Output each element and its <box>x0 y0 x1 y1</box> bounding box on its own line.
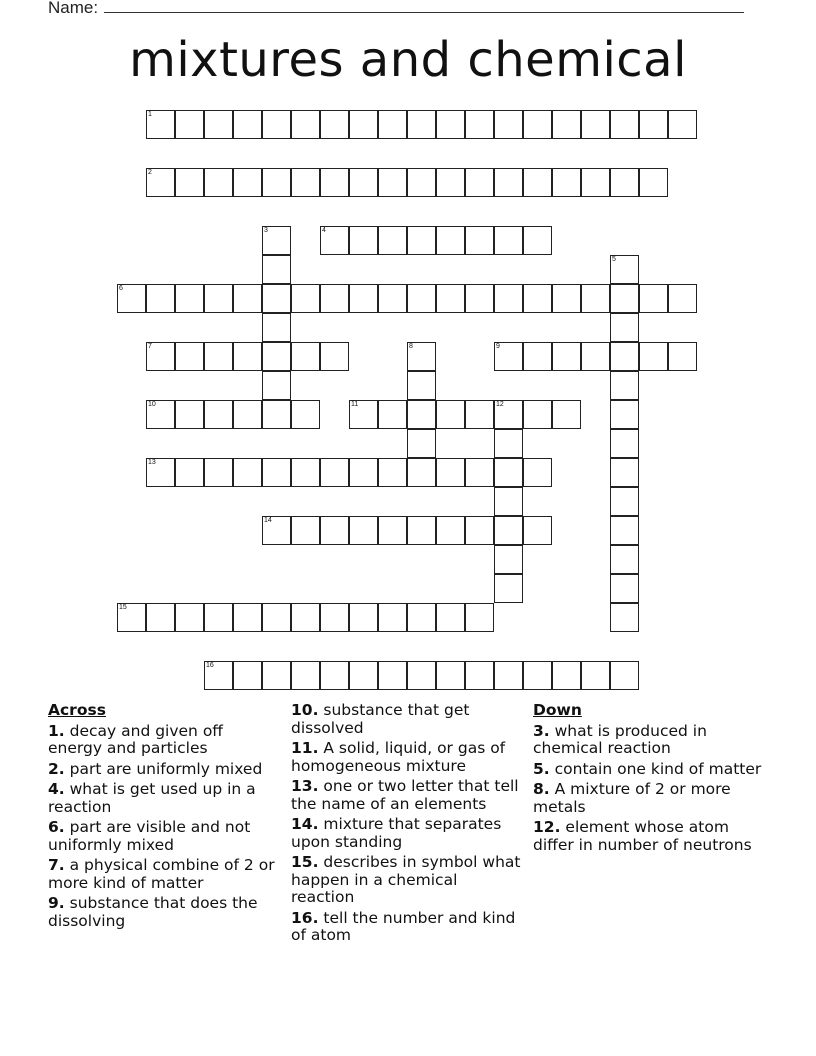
grid-cell[interactable] <box>610 516 639 545</box>
grid-cell[interactable] <box>494 458 523 487</box>
grid-cell[interactable] <box>378 458 407 487</box>
clue-text: part are uniformly mixed <box>69 759 263 778</box>
grid-cell[interactable] <box>610 574 639 603</box>
grid-cell[interactable] <box>204 603 233 632</box>
grid-cell[interactable] <box>610 313 639 342</box>
grid-cell[interactable] <box>494 226 523 255</box>
grid-cell[interactable] <box>581 284 610 313</box>
grid-cell[interactable] <box>581 168 610 197</box>
clue-text: A solid, liquid, or gas of homogeneous mixture <box>291 739 506 775</box>
grid-cell[interactable] <box>204 168 233 197</box>
grid-cell[interactable] <box>610 429 639 458</box>
grid-cell[interactable] <box>320 110 349 139</box>
clue-across_col2-5 <box>291 910 521 945</box>
grid-cell[interactable] <box>668 342 697 371</box>
clue-text: element whose atom differ in number of neutrons <box>533 818 752 854</box>
clue-text: a physical combine of 2 or more kind of matter <box>48 856 275 892</box>
grid-cell[interactable] <box>262 661 291 690</box>
grid-cell[interactable] <box>494 661 523 690</box>
clue-across_col1-3 <box>48 819 278 854</box>
grid-cell[interactable] <box>175 284 204 313</box>
grid-cell[interactable] <box>523 168 552 197</box>
clues-across-column-1 <box>48 702 278 933</box>
clue-number: 3. <box>533 721 550 740</box>
name-field <box>48 0 744 18</box>
grid-cell[interactable] <box>610 400 639 429</box>
grid-cell[interactable] <box>668 284 697 313</box>
grid-cell[interactable] <box>581 110 610 139</box>
grid-cell[interactable] <box>407 342 436 371</box>
grid-cell[interactable] <box>610 284 639 313</box>
clue-down-2 <box>533 781 763 816</box>
grid-cell[interactable] <box>349 516 378 545</box>
clue-across_col1-4 <box>48 857 278 892</box>
grid-cell[interactable] <box>552 661 581 690</box>
clue-text: substance that does the dissolving <box>48 894 258 930</box>
grid-cell[interactable] <box>552 342 581 371</box>
grid-cell[interactable] <box>204 342 233 371</box>
grid-cell[interactable] <box>407 429 436 458</box>
grid-cell[interactable] <box>378 168 407 197</box>
grid-cell[interactable] <box>175 458 204 487</box>
grid-cell[interactable] <box>262 371 291 400</box>
grid-cell[interactable] <box>204 661 233 690</box>
grid-cell[interactable] <box>407 516 436 545</box>
grid-cell[interactable] <box>262 342 291 371</box>
grid-cell[interactable] <box>523 516 552 545</box>
grid-cell[interactable] <box>552 168 581 197</box>
cell-number: 7 <box>148 343 152 350</box>
grid-cell[interactable] <box>233 400 262 429</box>
clue-number: 13. <box>291 777 319 795</box>
grid-cell[interactable] <box>494 342 523 371</box>
grid-cell[interactable] <box>465 110 494 139</box>
grid-cell[interactable] <box>523 458 552 487</box>
grid-cell[interactable] <box>146 342 175 371</box>
cell-number: 2 <box>148 169 152 176</box>
grid-cell[interactable] <box>407 284 436 313</box>
clue-text: mixture that separates upon standing <box>291 815 502 851</box>
grid-cell[interactable] <box>262 458 291 487</box>
grid-cell[interactable] <box>465 226 494 255</box>
grid-cell[interactable] <box>407 371 436 400</box>
clue-down-0 <box>533 723 763 758</box>
clue-across_col1-2 <box>48 781 278 816</box>
clue-number: 16. <box>291 908 319 927</box>
grid-cell[interactable] <box>407 400 436 429</box>
grid-cell[interactable] <box>262 226 291 255</box>
grid-cell[interactable] <box>407 661 436 690</box>
clue-text: describes in symbol what happen in a chemical reaction <box>291 853 521 906</box>
grid-cell[interactable] <box>610 458 639 487</box>
grid-cell[interactable] <box>117 603 146 632</box>
grid-cell[interactable] <box>146 400 175 429</box>
grid-cell[interactable] <box>291 110 320 139</box>
grid-cell[interactable] <box>320 168 349 197</box>
clues-down-column <box>533 702 763 857</box>
cell-number: 10 <box>148 401 156 408</box>
grid-cell[interactable] <box>349 284 378 313</box>
cell-number: 8 <box>409 343 413 350</box>
clue-number: 11. <box>291 739 319 757</box>
grid-cell[interactable] <box>581 342 610 371</box>
clue-down-3 <box>533 819 763 854</box>
grid-cell[interactable] <box>146 168 175 197</box>
clue-number: 2. <box>48 759 65 778</box>
grid-cell[interactable] <box>117 284 146 313</box>
grid-cell[interactable] <box>320 516 349 545</box>
grid-cell[interactable] <box>349 400 378 429</box>
grid-cell[interactable] <box>204 458 233 487</box>
grid-cell[interactable] <box>204 284 233 313</box>
clue-number: 10. <box>291 701 319 719</box>
grid-cell[interactable] <box>146 110 175 139</box>
grid-cell[interactable] <box>262 284 291 313</box>
grid-cell[interactable] <box>407 168 436 197</box>
grid-cell[interactable] <box>378 516 407 545</box>
clue-across_col2-0 <box>291 702 521 737</box>
grid-cell[interactable] <box>291 342 320 371</box>
cell-number: 11 <box>351 401 359 408</box>
cell-number: 4 <box>322 227 326 234</box>
grid-cell[interactable] <box>494 284 523 313</box>
grid-cell[interactable] <box>494 487 523 516</box>
cell-number: 15 <box>119 604 127 611</box>
grid-cell[interactable] <box>262 603 291 632</box>
grid-cell[interactable] <box>465 284 494 313</box>
cell-number: 12 <box>496 401 504 408</box>
clue-number: 15. <box>291 853 319 871</box>
grid-cell[interactable] <box>204 400 233 429</box>
grid-cell[interactable] <box>378 226 407 255</box>
grid-cell[interactable] <box>175 168 204 197</box>
grid-cell[interactable] <box>407 458 436 487</box>
grid-cell[interactable] <box>349 661 378 690</box>
grid-cell[interactable] <box>320 603 349 632</box>
down-clue-list <box>533 723 763 855</box>
grid-cell[interactable] <box>407 603 436 632</box>
grid-cell[interactable] <box>610 342 639 371</box>
grid-cell[interactable] <box>320 284 349 313</box>
clue-text: one or two letter that tell the name of an elements <box>291 777 519 813</box>
grid-cell[interactable] <box>494 429 523 458</box>
grid-cell[interactable] <box>494 400 523 429</box>
grid-cell[interactable] <box>523 226 552 255</box>
clue-across_col2-3 <box>291 816 521 851</box>
cell-number: 9 <box>496 343 500 350</box>
grid-cell[interactable] <box>436 226 465 255</box>
clue-text: A mixture of 2 or more metals <box>533 780 731 816</box>
cell-number: 14 <box>264 517 272 524</box>
clue-number: 1. <box>48 721 65 740</box>
grid-cell[interactable] <box>494 574 523 603</box>
grid-cell[interactable] <box>494 110 523 139</box>
grid-cell[interactable] <box>233 458 262 487</box>
grid-cell[interactable] <box>610 487 639 516</box>
grid-cell[interactable] <box>610 603 639 632</box>
grid-cell[interactable] <box>262 516 291 545</box>
grid-cell[interactable] <box>407 226 436 255</box>
grid-cell[interactable] <box>552 110 581 139</box>
down-heading: Down <box>533 701 582 719</box>
clue-text: part are visible and not uniformly mixed <box>48 818 251 854</box>
name-underline <box>104 0 744 13</box>
clue-number: 9. <box>48 894 65 912</box>
grid-cell[interactable] <box>639 284 668 313</box>
grid-cell[interactable] <box>262 400 291 429</box>
page-title: mixtures and chemical <box>129 32 687 88</box>
grid-cell[interactable] <box>262 255 291 284</box>
across-clue-list-continued <box>291 702 521 945</box>
grid-cell[interactable] <box>465 168 494 197</box>
grid-cell[interactable] <box>291 458 320 487</box>
grid-cell[interactable] <box>233 342 262 371</box>
grid-cell[interactable] <box>610 661 639 690</box>
clue-text: contain one kind of matter <box>554 759 762 778</box>
grid-cell[interactable] <box>233 661 262 690</box>
grid-cell[interactable] <box>320 458 349 487</box>
clue-text: what is get used up in a reaction <box>48 780 256 816</box>
grid-cell[interactable] <box>349 226 378 255</box>
grid-cell[interactable] <box>262 168 291 197</box>
grid-cell[interactable] <box>204 110 233 139</box>
grid-cell[interactable] <box>610 545 639 574</box>
clue-number: 8. <box>533 780 550 798</box>
clues-across-column-2 <box>291 702 521 948</box>
grid-cell[interactable] <box>436 516 465 545</box>
grid-cell[interactable] <box>610 371 639 400</box>
clue-text: tell the number and kind of atom <box>291 908 516 944</box>
cell-number: 5 <box>612 256 616 263</box>
grid-cell[interactable] <box>436 168 465 197</box>
cell-number: 13 <box>148 459 156 466</box>
cell-number: 16 <box>206 662 214 669</box>
grid-cell[interactable] <box>494 516 523 545</box>
grid-cell[interactable] <box>262 313 291 342</box>
clue-across_col1-1 <box>48 761 278 779</box>
across-clue-list <box>48 723 278 931</box>
grid-cell[interactable] <box>349 168 378 197</box>
grid-cell[interactable] <box>291 400 320 429</box>
grid-cell[interactable] <box>436 603 465 632</box>
grid-cell[interactable] <box>465 661 494 690</box>
clue-text: what is produced in chemical reaction <box>533 721 707 757</box>
grid-cell[interactable] <box>523 400 552 429</box>
clue-across_col2-1 <box>291 740 521 775</box>
grid-cell[interactable] <box>465 400 494 429</box>
grid-cell[interactable] <box>233 110 262 139</box>
grid-cell[interactable] <box>639 110 668 139</box>
grid-cell[interactable] <box>378 603 407 632</box>
grid-cell[interactable] <box>291 516 320 545</box>
grid-cell[interactable] <box>436 110 465 139</box>
grid-cell[interactable] <box>233 168 262 197</box>
grid-cell[interactable] <box>610 110 639 139</box>
grid-cell[interactable] <box>320 661 349 690</box>
grid-cell[interactable] <box>465 603 494 632</box>
grid-cell[interactable] <box>146 284 175 313</box>
grid-cell[interactable] <box>320 226 349 255</box>
cell-number: 6 <box>119 285 123 292</box>
grid-cell[interactable] <box>349 603 378 632</box>
grid-cell[interactable] <box>146 458 175 487</box>
clue-across_col1-0 <box>48 723 278 758</box>
grid-cell[interactable] <box>494 545 523 574</box>
grid-cell[interactable] <box>175 400 204 429</box>
grid-cell[interactable] <box>378 661 407 690</box>
grid-cell[interactable] <box>465 458 494 487</box>
grid-cell[interactable] <box>610 255 639 284</box>
grid-cell[interactable] <box>639 168 668 197</box>
grid-cell[interactable] <box>233 603 262 632</box>
grid-cell[interactable] <box>378 284 407 313</box>
grid-cell[interactable] <box>175 342 204 371</box>
clue-text: decay and given off energy and particles <box>48 721 223 757</box>
grid-cell[interactable] <box>175 110 204 139</box>
grid-cell[interactable] <box>552 284 581 313</box>
grid-cell[interactable] <box>639 342 668 371</box>
grid-cell[interactable] <box>610 168 639 197</box>
grid-cell[interactable] <box>291 603 320 632</box>
clue-number: 14. <box>291 815 319 833</box>
grid-cell[interactable] <box>436 661 465 690</box>
grid-cell[interactable] <box>146 603 175 632</box>
clue-number: 5. <box>533 759 550 778</box>
clue-number: 7. <box>48 856 65 874</box>
grid-cell[interactable] <box>552 400 581 429</box>
grid-cell[interactable] <box>523 342 552 371</box>
clue-number: 12. <box>533 818 561 836</box>
across-heading: Across <box>48 701 106 719</box>
grid-cell[interactable] <box>349 458 378 487</box>
grid-cell[interactable] <box>291 168 320 197</box>
cell-number: 3 <box>264 227 268 234</box>
grid-cell[interactable] <box>581 661 610 690</box>
name-label: Name: <box>48 0 99 17</box>
grid-cell[interactable] <box>436 284 465 313</box>
grid-cell[interactable] <box>291 284 320 313</box>
grid-cell[interactable] <box>523 110 552 139</box>
clue-number: 6. <box>48 818 65 836</box>
grid-cell[interactable] <box>436 458 465 487</box>
grid-cell[interactable] <box>175 603 204 632</box>
clue-down-1 <box>533 761 763 779</box>
grid-cell[interactable] <box>378 400 407 429</box>
clue-number: 4. <box>48 780 65 798</box>
grid-cell[interactable] <box>436 400 465 429</box>
cell-number: 1 <box>148 111 152 118</box>
grid-cell[interactable] <box>668 110 697 139</box>
grid-cell[interactable] <box>407 110 436 139</box>
grid-cell[interactable] <box>320 342 349 371</box>
grid-cell[interactable] <box>465 516 494 545</box>
grid-cell[interactable] <box>262 110 291 139</box>
clue-across_col2-2 <box>291 778 521 813</box>
grid-cell[interactable] <box>523 284 552 313</box>
grid-cell[interactable] <box>494 168 523 197</box>
grid-cell[interactable] <box>378 110 407 139</box>
grid-cell[interactable] <box>523 661 552 690</box>
grid-cell[interactable] <box>233 284 262 313</box>
grid-cell[interactable] <box>291 661 320 690</box>
clue-across_col1-5 <box>48 895 278 930</box>
grid-cell[interactable] <box>349 110 378 139</box>
clue-across_col2-4 <box>291 854 521 907</box>
clue-text: substance that get dissolved <box>291 701 470 737</box>
